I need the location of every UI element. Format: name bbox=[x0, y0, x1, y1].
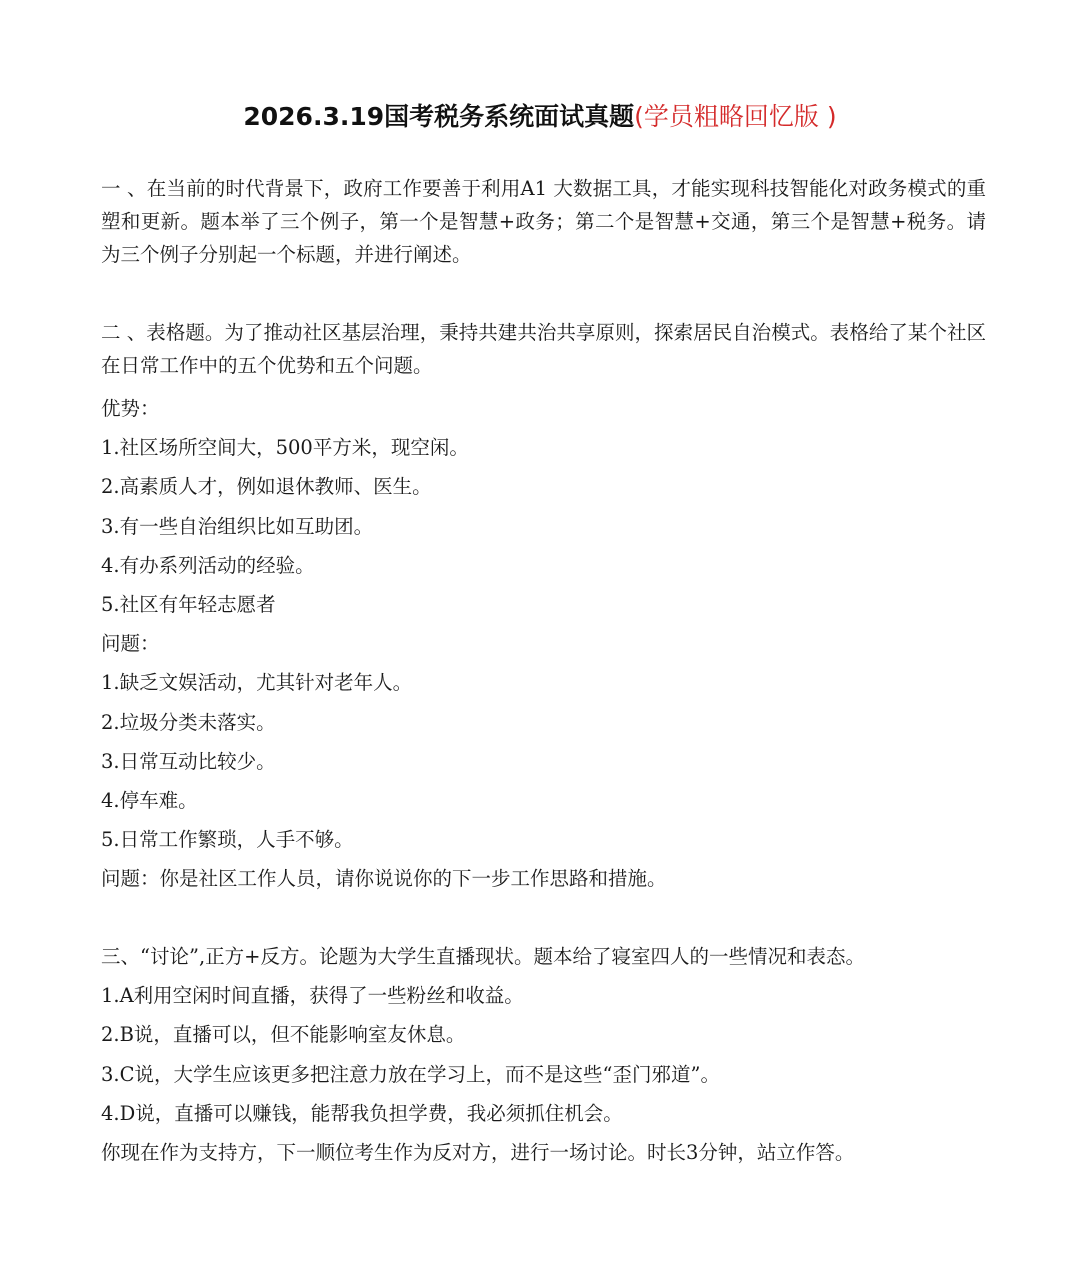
discussion-item: 4.D说，直播可以赚钱，能帮我负担学费，我必须抓住机会。 bbox=[101, 1101, 623, 1125]
section-3 bbox=[101, 937, 986, 1172]
title-note: (学员粗略回忆版 ) bbox=[634, 102, 837, 131]
section-3-task: 你现在作为支持方，下一顺位考生作为反对方，进行一场讨论。时长3分钟，站立作答。 bbox=[101, 1140, 855, 1164]
section-1-text: 一 、在当前的时代背景下，政府工作要善于利用A1 大数据工具，才能实现科技智能化对政务模式的重塑和更新。题本举了三个例子，第一个是智慧+政务；第二个是智慧+交通，第三个是智慧+税务。请为三个例子分别起一个标题，并进行阐述。 bbox=[101, 177, 986, 266]
problem-item: 4.停车难。 bbox=[101, 788, 198, 812]
problem-item: 1.缺乏文娱活动，尤其针对老年人。 bbox=[101, 671, 413, 695]
problems-label: 问题： bbox=[101, 632, 160, 656]
advantage-item: 4.有办系列活动的经验。 bbox=[101, 553, 315, 577]
advantage-item: 5.社区有年轻志愿者 bbox=[101, 592, 276, 616]
section-2 bbox=[101, 316, 986, 898]
advantages-label: 优势： bbox=[101, 397, 160, 420]
section-3-intro: 三、“讨论”,正方+反方。论题为大学生直播现状。题本给了寝室四人的一些情况和表态。 bbox=[101, 945, 865, 968]
discussion-item: 2.B说，直播可以，但不能影响室友休息。 bbox=[101, 1023, 466, 1047]
problem-item: 5.日常工作繁琐，人手不够。 bbox=[101, 828, 354, 852]
document-title bbox=[0, 98, 1080, 136]
section-1 bbox=[101, 172, 986, 271]
title-main: 2026.3.19国考税务系统面试真题 bbox=[243, 102, 635, 131]
problem-item: 2.垃圾分类未落实。 bbox=[101, 710, 276, 734]
advantage-item: 3.有一些自治组织比如互助团。 bbox=[101, 514, 374, 538]
advantage-item: 1.社区场所空间大，500平方米，现空闲。 bbox=[101, 436, 469, 460]
advantage-item: 2.高素质人才，例如退休教师、医生。 bbox=[101, 475, 432, 499]
discussion-item: 3.C说，大学生应该更多把注意力放在学习上，而不是这些“歪门邪道”。 bbox=[101, 1062, 720, 1086]
section-2-intro: 二 、表格题。为了推动社区基层治理，秉持共建共治共享原则，探索居民自治模式。表格给了某个社区在日常工作中的五个优势和五个问题。 bbox=[101, 321, 986, 377]
section-2-question: 问题：你是社区工作人员，请你说说你的下一步工作思路和措施。 bbox=[101, 867, 667, 891]
problem-item: 3.日常互动比较少。 bbox=[101, 749, 276, 773]
discussion-item: 1.A利用空闲时间直播，获得了一些粉丝和收益。 bbox=[101, 984, 524, 1008]
